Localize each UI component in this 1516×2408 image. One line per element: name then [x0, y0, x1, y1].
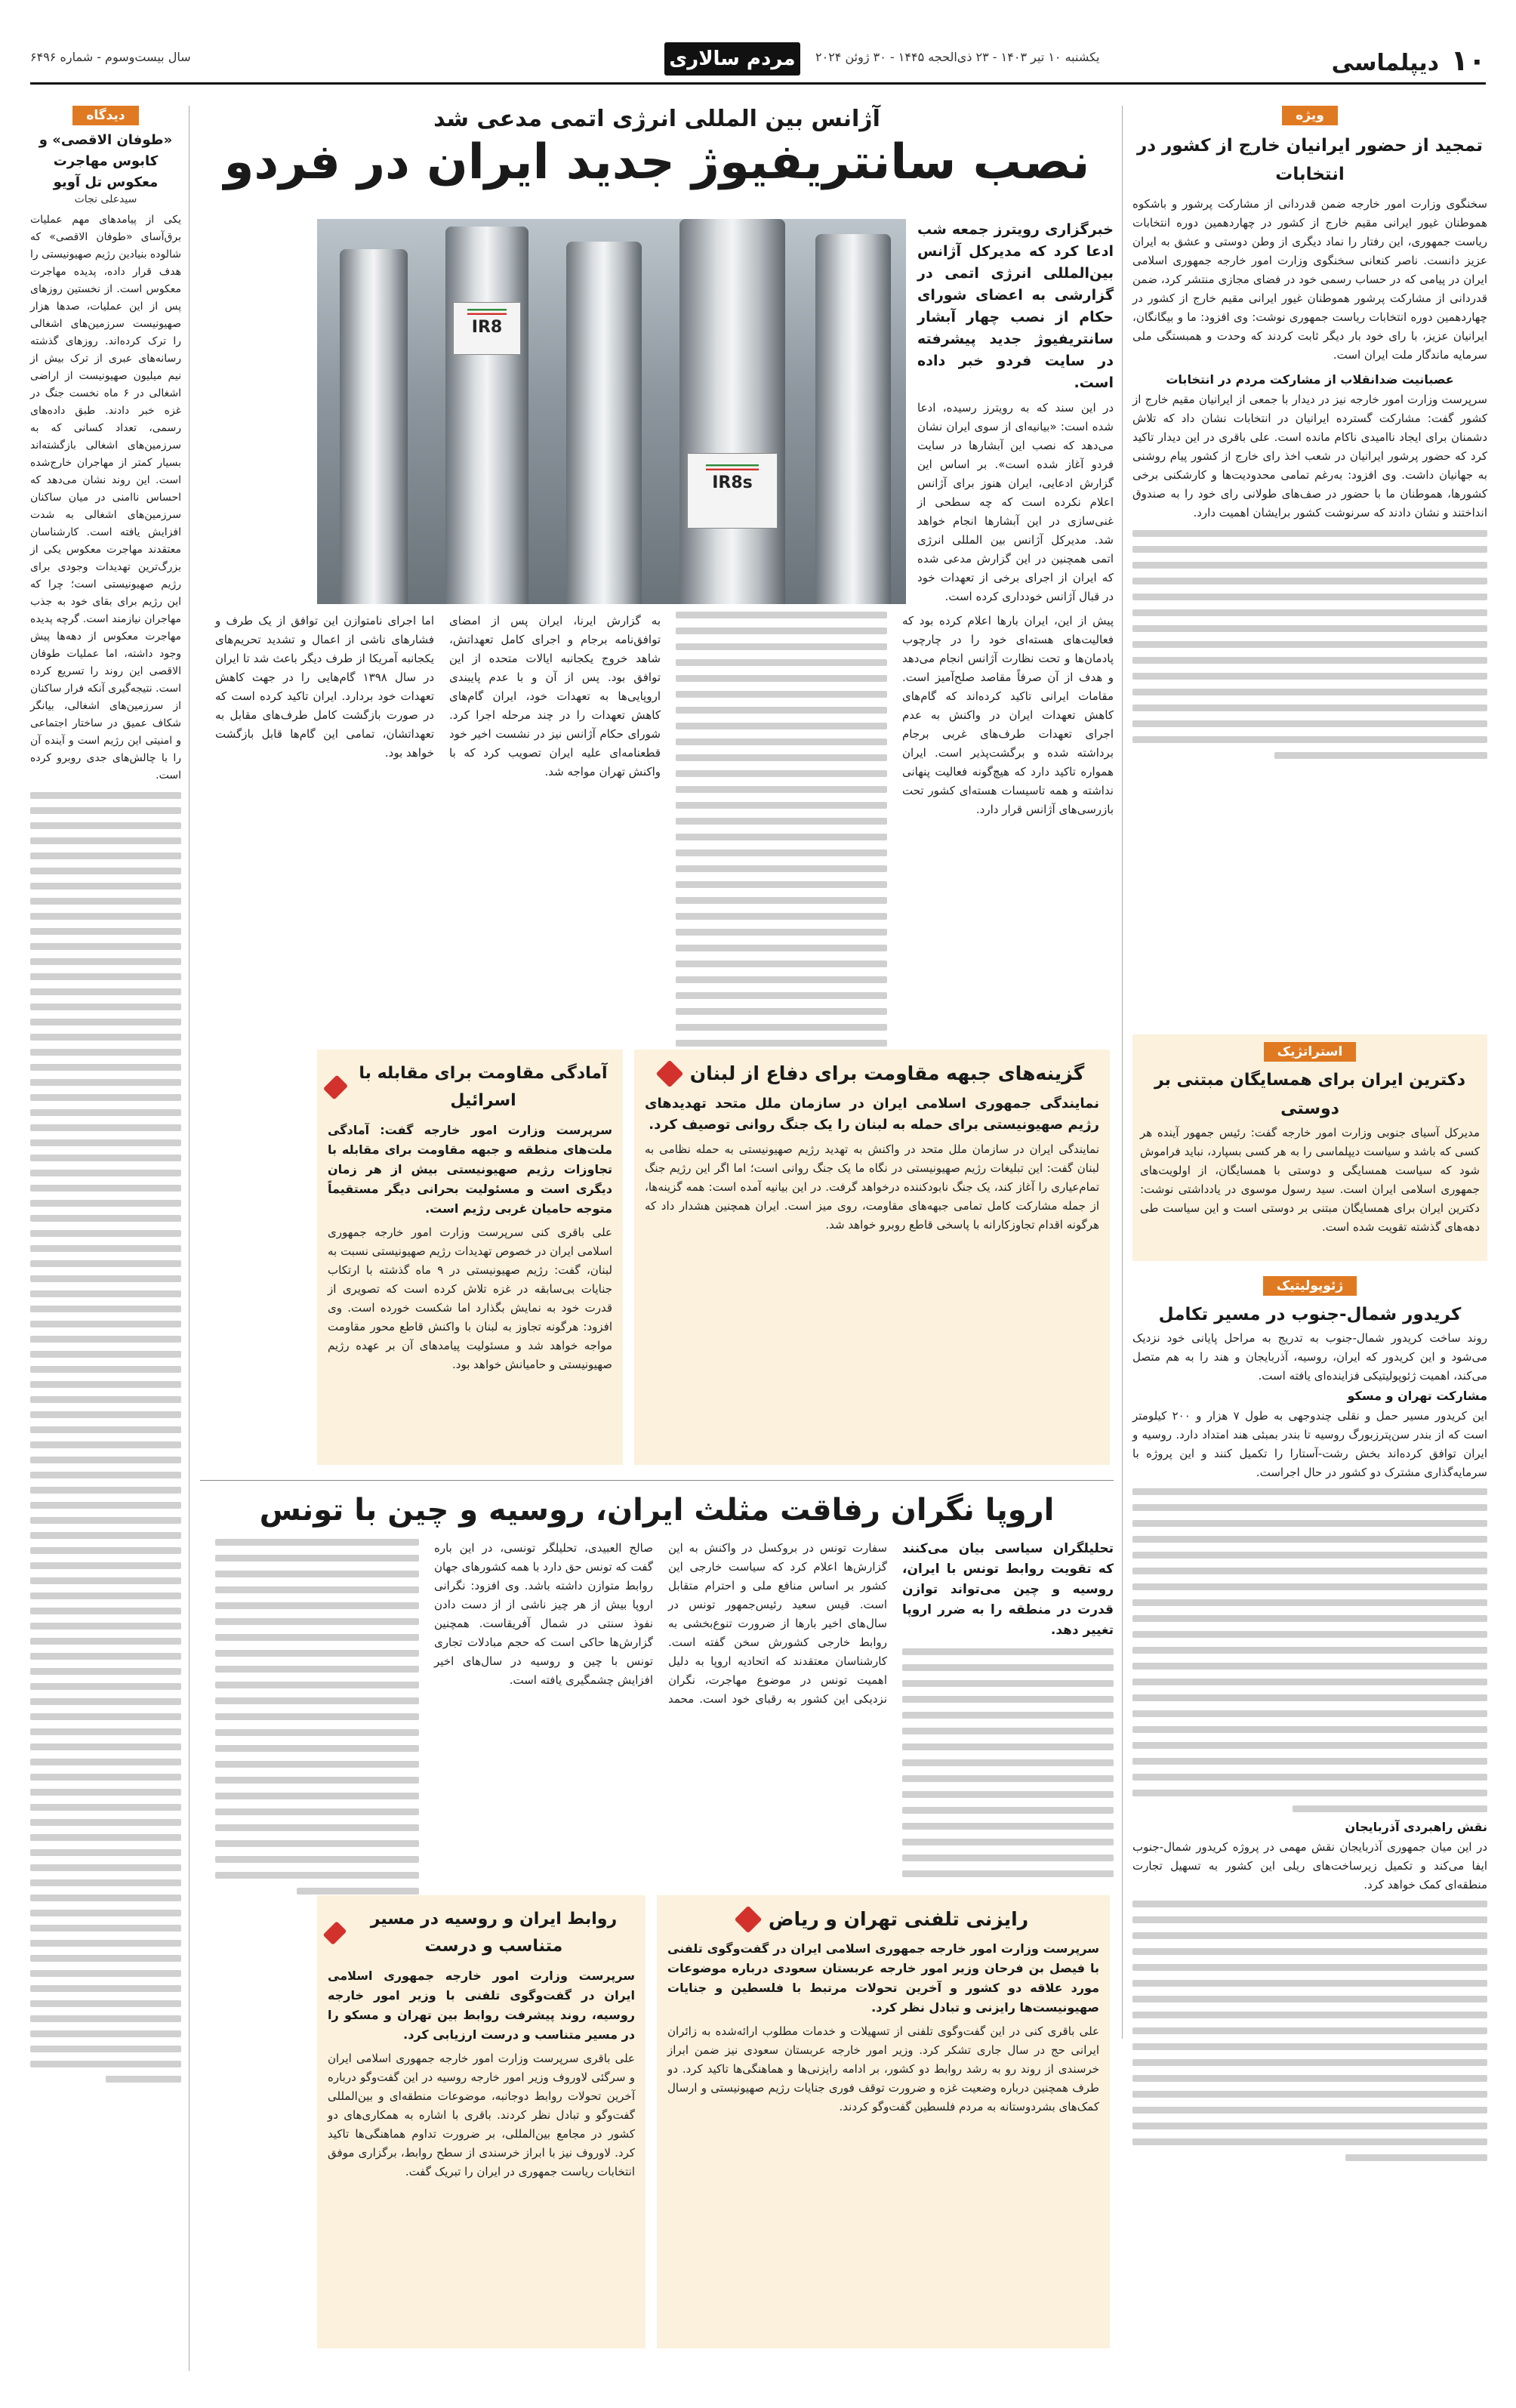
resistance-box	[317, 1050, 623, 1465]
article-body: سفارت تونس در بروکسل در واکنش به این گزارش‌ها اعلام کرد که سیاست خارجی این کشور بر اساس منافع ملی و احترام متقابل است. قیس سعید رئیس‌جمهور تونس در سال‌های اخیر بارها از ضرورت تنوع‌بخشی به روابط خارجی کشورش سخن گفته است. کارشناسان معتقدند که اتحادیه اروپا به دلیل اهمیت تونس در موضوع مهاجرت، نگران نزدیکی این کشور به رقبای خود است. محمد صالح العبیدی، تحلیلگر تونسی، در این باره گفت که تونس حق دارد با همه کشورهای جهان روابط متوازن داشته باشد. وی افزود: نگرانی اروپا بیش از هر چیز ناشی از از دست دادن نفوذ سنتی در شمال آفریقاست. همچنین گزارش‌ها حاکی است که حجم مبادلات تجاری تونس با چین و روسیه در سال‌های اخیر افزایش چشمگیری یافته است.	[434, 1541, 887, 1706]
column-divider	[1122, 106, 1123, 2039]
article-body: یکی از پیامدهای مهم عملیات برق‌آسای «طوفان الاقصی» که شالوده بنیادین رژیم صهیونیستی را هدف قرار داده، پدیده مهاجرت معکوس است. از نخستین روزهای پس از این عملیات، صدها هزار صهیونیست سرزمین‌های اشغالی را ترک کرده‌اند. روزهای گذشته رسانه‌های عبری از ترک بیش از نیم میلیون صهیونیست از اراضی اشغالی در ۶ ماه نخست جنگ در غزه خبر دادند. طبق داده‌های رسمی، تعداد کسانی که به سرزمین‌های اشغالی بازگشته‌اند بسیار کمتر از مهاجران خارج‌شده است. این روند نشان می‌دهد که احساس ناامنی در میان ساکنان سرزمین‌های اشغالی به شدت افزایش یافته است. کارشناسان معتقدند مهاجرت معکوس یکی از بزرگ‌ترین تهدیدات وجودی برای رژیم صهیونیستی است؛ چرا که این رژیم برای بقای خود به جذب مهاجران نیازمند است. گرچه پدیده مهاجرت معکوس از دهه‌ها پیش وجود داشته، اما عملیات طوفان الاقصی این روند را تسریع کرده است. نتیجه‌گیری آنکه فرار ساکنان از سرزمین‌های اشغالی، بیانگر شکاف عمیق در ساختار اجتماعی و امنیتی این رژیم است و آینده آن را با چالش‌های جدی روبرو کرده است.	[30, 214, 181, 782]
section-tag: ژئوپولیتیک	[1263, 1276, 1357, 1296]
main-headline[interactable]: نصب سانتریفیوژ جدید ایران در فردو	[223, 134, 1090, 190]
subheading: مشارکت تهران و مسکو	[1347, 1389, 1487, 1403]
column-divider	[189, 106, 190, 2371]
section-rule	[200, 1480, 1114, 1481]
lebanon-box	[634, 1050, 1110, 1465]
section-marker-icon	[323, 1075, 348, 1099]
article-body: به گزارش ایرنا، ایران پس از امضای توافق‌نامه برجام و اجرای کامل تعهداتش، شاهد خروج یکجانبه ایالات متحده از این توافق بود. پس از آن و با عدم پایبندی اروپایی‌ها به تعهدات خود، ایران گام‌های کاهش تعهدات را در چند مرحله اجرا کرد. شورای حکام آژانس نیز در نشست اخیر خود قطعنامه‌ای علیه ایران تصویب کرد که با واکنش تهران مواجه شد.	[449, 614, 661, 779]
left-column	[30, 106, 181, 2083]
photo-label: IR8s	[687, 453, 778, 529]
riyadh-box	[657, 1895, 1110, 2348]
text-filler	[1132, 1901, 1487, 2161]
article-body: علی باقری کنی در این گفت‌وگوی تلفنی از تسهیلات و خدمات مطلوب ارائه‌شده به زائران ایرانی حج در سال جاری تشکر کرد. وزیر امور خارجه عربستان سعودی نیز ضمن ابراز خرسندی از روند رو به رشد روابط دو کشور، بر ادامه رایزنی‌ها و هماهنگی‌ها تاکید کرد. دو طرف همچنین درباره وضعیت غزه و ضرورت توقف فوری جنایات رژیم صهیونیستی و ارسال کمک‌های بشردوستانه به مردم فلسطین گفت‌وگو کردند.	[667, 2024, 1099, 2114]
text-filler	[1132, 1488, 1487, 1812]
article-title[interactable]: روابط ایران و روسیه در مسیر متناسب و درست	[370, 1910, 618, 1956]
article-body: در این سند که به رویترز رسیده، ادعا شده است: «بیانیه‌ای از سوی ایران نشان می‌دهد که نصب این آبشارها در سایت فردو آغاز شده است». بر اساس این گزارش ادعایی، ایران هنوز برای آژانس اعلام نکرده است که چه سطحی از غنی‌سازی در این آبشارها انجام خواهد شد. مدیرکل آژانس بین المللی انرژی اتمی همچنین در این گزارش مدعی شده که ایران از اجرای برخی از تعهدات خود در قبال آژانس خودداری کرده است.	[917, 401, 1114, 603]
main-story-header	[200, 106, 1114, 193]
article-title[interactable]: اروپا نگران رفاقت مثلث ایران، روسیه و چین با تونس	[259, 1493, 1055, 1528]
page-number: ۱۰	[1450, 44, 1486, 77]
main-lead-column	[917, 219, 1114, 606]
russia-box	[317, 1895, 646, 2348]
author: سیدعلی نجات	[74, 193, 137, 205]
text-filler	[1132, 530, 1487, 759]
strategic-box	[1132, 1034, 1487, 1261]
article-body: اما اجرای نامتوازن این توافق از یک طرف و فشارهای ناشی از اعمال و تشدید تحریم‌های یکجانبه آمریکا از طرف دیگر باعث شد تا ایران در سال ۱۳۹۸ گام‌هایی را در جهت کاهش تعهدات خود بردارد. ایران تاکید کرده است که در صورت بازگشت کامل طرف‌های مقابل به تعهداتشان، تمامی این گام‌ها قابل بازگشت خواهد بود.	[215, 614, 435, 760]
article-body: علی باقری کنی سرپرست وزارت امور خارجه جمهوری اسلامی ایران در خصوص تهدیدات رژیم صهیونیستی نسبت به لبنان، گفت: رژیم صهیونیستی در ۹ ماه گذشته با ارتکاب جنایات بی‌سابقه در غزه تلاش کرده است که تصویری از قدرت خود به نمایش بگذارد اما شکست خورده است. وی افزود: هرگونه تجاوز به لبنان با واکنش قاطع محور مقاومت مواجه خواهد شد و مسئولیت پیامدهای آن بر عهده رژیم صهیونیستی و حامیانش خواهد بود.	[328, 1226, 612, 1371]
article-lead: نمایندگی جمهوری اسلامی ایران در سازمان ملل متحد تهدیدهای رژیم صهیونیستی برای حمله به لبنان را یک جنگ روانی توصیف کرد.	[645, 1096, 1099, 1133]
main-kicker: آژانس بین المللی انرژی اتمی مدعی شد	[433, 106, 880, 132]
subheading: عصبانیت ضدانقلاب از مشارکت مردم در انتخابات	[1166, 372, 1454, 387]
article-title[interactable]: گزینه‌های جبهه مقاومت برای دفاع از لبنان	[689, 1062, 1085, 1084]
geopolitics-article	[1132, 1276, 1487, 2161]
article-lead: سرپرست وزارت امور خارجه گفت: آمادگی ملت‌های منطقه و جبهه مقاومت برای مقابله با تجاوزات رژیم صهیونیستی بیش از هر زمان دیگری است و مسئولیت بحرانی دیگر مستقیماً متوجه حامیان غربی رژیم است.	[328, 1123, 612, 1216]
section-tag: دیدگاه	[72, 106, 138, 125]
article-body: نمایندگی ایران در سازمان ملل متحد در واکنش به تهدید رژیم صهیونیستی به حمله نظامی به لبنان گفت: این تبلیغات رژیم صهیونیستی در نگاه ما یک جنگ روانی است؛ اما اگر این رژیم جنگ تمام‌عیاری را آغاز کند، یک جنگ نابودکننده درخواهد گرفت. در این بیانیه آمده است: همه گزینه‌ها، از جمله مشارکت کامل تمامی جبهه‌های مقاومت، روی میز است. ایران همچنین هشدار داد که هرگونه اقدام تجاوزکارانه با پاسخی قاطع روبرو خواهد شد.	[645, 1142, 1099, 1232]
article-lead: سرپرست وزارت امور خارجه جمهوری اسلامی ایران در گفت‌وگوی تلفنی با وزیر امور خارجه روسیه، روند پیشرفت روابط بین تهران و مسکو را در مسیر متناسب و درست ارزیابی کرد.	[328, 1969, 635, 2042]
text-filler	[30, 792, 181, 2083]
text-filler	[215, 1539, 419, 1895]
article-body: مدیرکل آسیای جنوبی وزارت امور خارجه گفت: رئیس جمهور آینده هر کسی که باشد و سیاست دیپلماسی را به هر کسی بسپارد، نباید فراموش شود که سیاست همسایگی و دوستی با همسایگان، از اولویت‌های جمهوری اسلامی ایران است. سید رسول موسوی در یادداشتی نوشت: دکترین ایران برای همسایگان مبتنی بر دوستی است و این سیاست طی دهه‌های گذشته تقویت شده است.	[1140, 1126, 1480, 1234]
text-filler	[676, 612, 887, 1126]
section-title: دیپلماسی	[1331, 50, 1439, 76]
article-title[interactable]: آمادگی مقاومت برای مقابله با اسرائیل	[359, 1064, 608, 1110]
subheading: نقش راهبردی آذربایجان	[1345, 1820, 1487, 1834]
article-title[interactable]: دکترین ایران برای همسایگان مبتنی بر دوستی	[1154, 1071, 1466, 1118]
main-story-body	[200, 612, 1114, 1034]
page-header	[30, 39, 1486, 85]
section-marker-icon	[735, 1906, 763, 1934]
article-body: روند ساخت کریدور شمال-جنوب به تدریج به مراحل پایانی خود نزدیک می‌شود و این کریدور که ایران، روسیه، آذربایجان و هند را به هم متصل می‌کند، اهمیت ژئوپولیتیکی فزاینده‌ای یافته است.	[1132, 1331, 1487, 1383]
photo-label: IR8	[453, 302, 521, 355]
article-body: سرپرست وزارت امور خارجه نیز در دیدار با جمعی از ایرانیان مقیم خارج از کشور گفت: مشارکت گسترده ایرانیان در انتخابات نشان داد که تلاش دشمنان برای ایجاد ناامیدی ناکام مانده است. علی باقری در این دیدار تاکید کرد که حضور پرشور ایرانیان در شعب اخذ رای خارج از کشور پیام روشنی به جهانیان داشت. وی افزود: به‌رغم تمامی محدودیت‌ها و کارشکنی برخی کشورها، هموطنان ما با حضور در صف‌های طولانی رای خود را به صندوق انداختند و نشان دادند که سرنوشت کشور برایشان اهمیت دارد.	[1132, 393, 1487, 520]
newspaper-logo[interactable]: مردم سالاری	[664, 42, 800, 76]
tunisia-story	[200, 1489, 1114, 1895]
article-lead: تحلیلگران سیاسی بیان می‌کنند که تقویت روابط تونس با ایران، روسیه و چین می‌تواند توازن قدرت در منطقه را به ضرر اروپا تغییر دهد.	[902, 1541, 1114, 1638]
article-body: پیش از این، ایران بارها اعلام کرده بود که فعالیت‌های هسته‌ای خود را در چارچوب پادمان‌ها و تحت نظارت آژانس انجام می‌دهد و هدف از آن صرفاً مقاصد صلح‌آمیز است. مقامات ایرانی تاکید کرده‌اند که گام‌های کاهش تعهدات ایران در واکنش به عدم اجرای تعهدات طرف‌های غربی برجام برداشته شده و برگشت‌پذیر است. ایران همواره تاکید دارد که هیچ‌گونه فعالیت پنهانی نداشته و همه تاسیسات هسته‌ای کشور تحت بازرسی‌های آژانس قرار دارد.	[902, 614, 1114, 816]
article-body: این کریدور مسیر حمل و نقلی چندوجهی به طول ۷ هزار و ۲۰۰ کیلومتر است که از بندر سن‌پترزبورگ روسیه تا بندر بمبئی هند امتداد دارد. روسیه و ایران توافق کرده‌اند بخش رشت-آستارا را تکمیل کنند و این پروژه با سرمایه‌گذاری مشترک دو کشور در حال اجراست.	[1132, 1409, 1487, 1479]
text-filler	[902, 1648, 1114, 1877]
centrifuge-photo	[317, 219, 906, 604]
issue-number: سال بیست‌وسوم - شماره ۶۴۹۶	[30, 50, 191, 64]
right-column	[1132, 106, 1487, 759]
main-lead: خبرگزاری رویترز جمعه شب ادعا کرد که مدیرکل آژانس بین‌المللی انرژی اتمی در گزارشی به اعضای شورای حکام از نصب چهار آبشار سانتریفیوژ جدید پیشرفته در سایت فردو خبر داده است.	[917, 221, 1114, 391]
section-marker-icon	[323, 1921, 347, 1945]
article-body: علی باقری سرپرست وزارت امور خارجه جمهوری اسلامی ایران و سرگئی لاوروف وزیر امور خارجه روسیه در این گفت‌وگو درباره آخرین تحولات روابط دوجانبه، موضوعات منطقه‌ای و بین‌المللی گفت‌وگو و تبادل نظر کردند. باقری با اشاره به همکاری‌های دو کشور در مجامع بین‌المللی، بر ضرورت تداوم هماهنگی‌ها تاکید کرد. لاوروف نیز با ابراز خرسندی از سطح روابط، برگزاری موفق انتخابات ریاست جمهوری در ایران را تبریک گفت.	[328, 2052, 635, 2178]
article-title[interactable]: «طوفان الاقصی» و کابوس مهاجرت معکوس تل آویو	[39, 132, 173, 190]
article-body: سخنگوی وزارت امور خارجه ضمن قدردانی از مشارکت پرشور و باشکوه هموطنان غیور ایرانی مقیم خارج از کشور در چهاردهمین دوره انتخابات ریاست جمهوری، این رفتار را نماد دیگری از وطن دوستی و عشق به ایران عزیز دانست. ناصر کنعانی سخنگوی وزارت امور خارجه جمهوری اسلامی ایران در پیامی که در حساب رسمی خود در فضای مجازی منتشر کرد، ضمن قدردانی از مشارکت پرشور هموطنان غیور ایرانی مقیم خارج از کشور در چهاردهمین دوره انتخابات ریاست جمهوری نوشت: وی افزود: ما و بیگانگان، ایرانیان عزیز، با رای خود بار دیگر ثابت کردند که وحدت و همبستگی ملی سرمایه ماندگار ملت ایران است.	[1132, 197, 1487, 362]
article-title[interactable]: تمجید از حضور ایرانیان خارج از کشور در انتخابات	[1136, 136, 1484, 184]
section-tag: استراتژیک	[1264, 1042, 1357, 1062]
article-body: در این میان جمهوری آذربایجان نقش مهمی در پروژه کریدور شمال-جنوب ایفا می‌کند و تکمیل زیرساخت‌های ریلی این کشور به تسهیل تجارت منطقه‌ای کمک خواهد کرد.	[1132, 1840, 1487, 1892]
article-lead: سرپرست وزارت امور خارجه جمهوری اسلامی ایران در گفت‌وگوی تلفنی با فیصل بن فرحان وزیر امور خارجه عربستان سعودی درباره موضوعات مورد علاقه دو کشور و آخرین تحولات مرتبط با فلسطین و جنایات صهیونیست‌ها رایزنی و تبادل نظر کرد.	[667, 1941, 1099, 2015]
dateline: یکشنبه ۱۰ تیر ۱۴۰۳ - ۲۳ ذی‌الحجه ۱۴۴۵ - ۳۰ ژوئن ۲۰۲۴	[815, 50, 1100, 64]
section-tag: ویژه	[1282, 106, 1338, 125]
article-title[interactable]: رایزنی تلفنی تهران و ریاض	[768, 1908, 1029, 1930]
article-title[interactable]: کریدور شمال-جنوب در مسیر تکامل	[1158, 1305, 1462, 1324]
section-marker-icon	[655, 1060, 683, 1088]
